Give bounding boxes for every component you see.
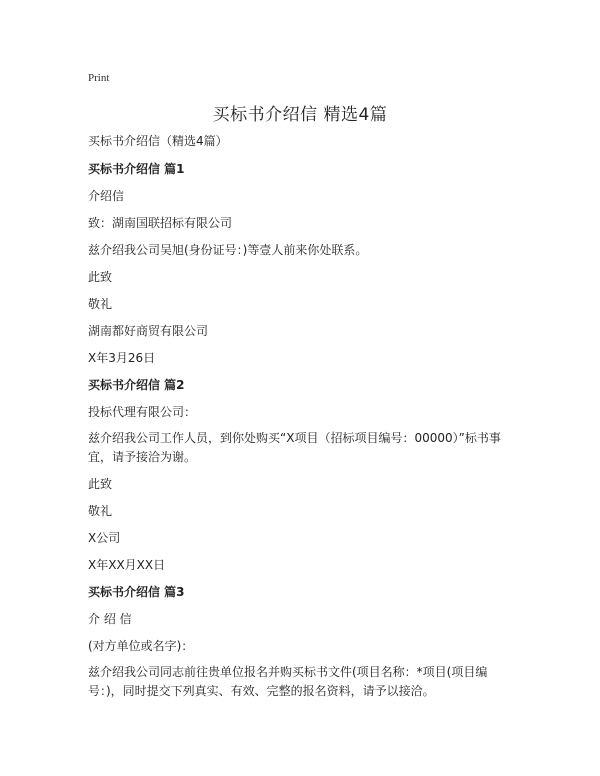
section-heading-1: 买标书介绍信 篇1 bbox=[88, 162, 185, 176]
section-heading-3: 买标书介绍信 篇3 bbox=[88, 585, 185, 599]
subtitle: 买标书介绍信（精选4篇） bbox=[88, 134, 228, 148]
section-1-line-3: 兹介绍我公司吴旭(身份证号：)等壹人前来你处联系。 bbox=[88, 243, 368, 257]
section-2-line-1: 投标代理有限公司： bbox=[88, 405, 197, 419]
section-2-line-2: 兹介绍我公司工作人员，到你处购买“X项目（招标项目编号：00000）”标书事宜，请予接洽为谢。 bbox=[88, 431, 501, 464]
section-2-line-5: X公司 bbox=[88, 531, 121, 545]
section-1-line-6: 湖南都好商贸有限公司 bbox=[88, 324, 209, 338]
print-link[interactable]: Print bbox=[88, 72, 110, 84]
section-2-line-6: X年XX月XX日 bbox=[88, 558, 166, 572]
section-3-line-1: 介 绍 信 bbox=[88, 612, 132, 626]
section-3-line-2: (对方单位或名字)： bbox=[88, 639, 194, 653]
section-2-line-4: 敬礼 bbox=[88, 504, 113, 518]
section-2-line-3: 此致 bbox=[88, 477, 113, 491]
section-1-line-1: 介绍信 bbox=[88, 189, 125, 203]
page-title: 买标书介绍信 精选4篇 bbox=[212, 105, 388, 125]
section-1-line-2: 致：湖南国联招标有限公司 bbox=[88, 216, 233, 230]
section-3-line-3: 兹介绍我公司同志前往贵单位报名并购买标书文件(项目名称：*项目(项目编号：)，同时提交下列真实、有效、完整的报名资料，请予以接洽。 bbox=[88, 665, 488, 698]
section-1-line-4: 此致 bbox=[88, 270, 113, 284]
section-heading-2: 买标书介绍信 篇2 bbox=[88, 378, 185, 392]
section-1-line-5: 敬礼 bbox=[88, 297, 113, 311]
section-1-line-7: X年3月26日 bbox=[88, 351, 156, 365]
